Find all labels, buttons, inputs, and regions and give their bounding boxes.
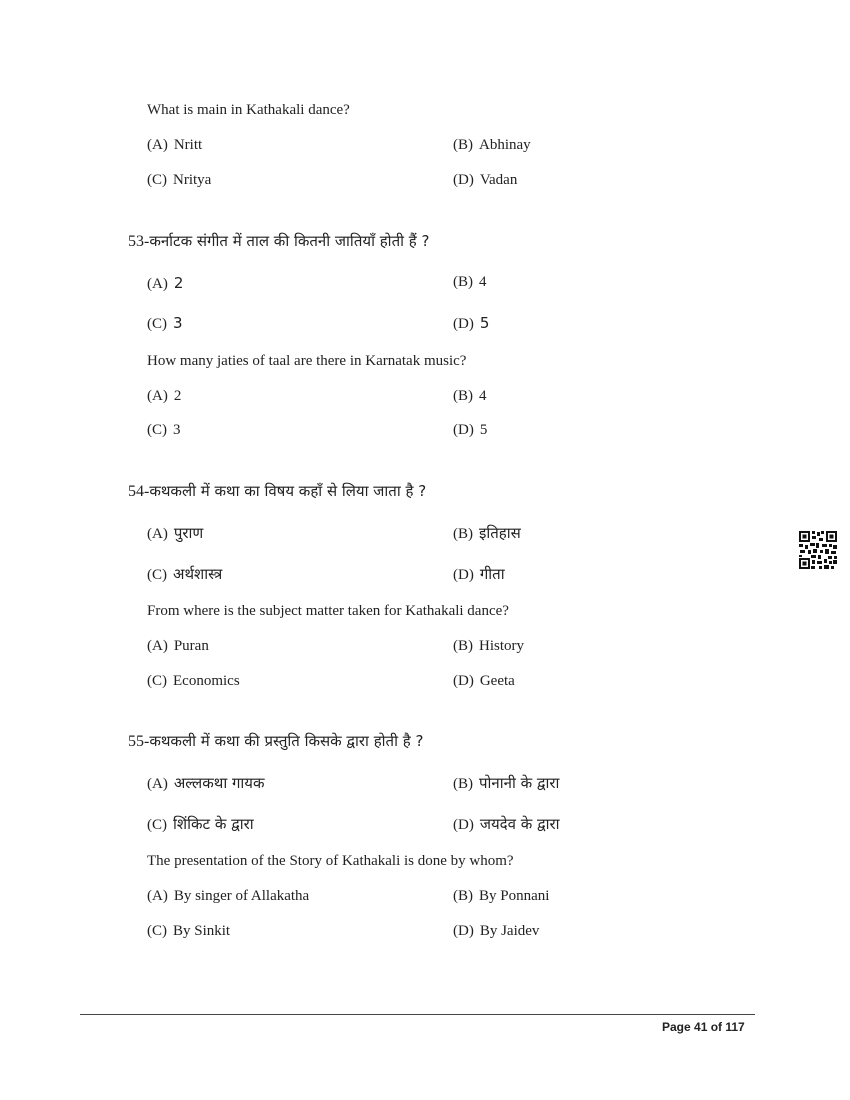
q55-en-option-a [147,888,309,905]
option-label: (D) [453,316,474,332]
option-label: (B) [453,776,473,792]
q55-hi-option-a [147,773,265,793]
option-label: (B) [453,137,473,153]
option-label: (A) [147,776,168,792]
q55-en-option-d [453,923,539,940]
option-text: 4 [479,388,487,404]
q54-hi-option-b [453,523,521,543]
option-label: (A) [147,388,168,404]
q55-en-question: The presentation of the Story of Kathakali is done by whom? [147,853,514,869]
option-text: शिंकिट के द्वारा [173,815,254,833]
option-text: 4 [479,274,487,290]
q52-en-option-c [147,172,211,189]
qr-code-icon [798,530,838,570]
question-text: कथकली में कथा का विषय कहाँ से लिया जाता है ? [149,482,427,500]
option-label: (D) [453,673,474,689]
option-text: By Jaidev [479,923,540,939]
q52-en-question: What is main in Kathakali dance? [147,102,350,118]
option-label: (D) [453,923,474,939]
q55-hi-option-c [147,814,254,834]
option-text: गीता [479,565,505,583]
question-number: 55- [128,733,150,750]
q54-en-question: From where is the subject matter taken for Kathakali dance? [147,603,509,619]
option-label: (D) [453,422,474,438]
q54-hi-option-a [147,523,203,543]
option-text: 5 [479,422,488,438]
option-text: 2 [173,274,184,292]
q55-hi-option-d [453,814,560,834]
option-label: (A) [147,276,168,292]
question-number: 54- [128,483,150,500]
option-label: (B) [453,526,473,542]
option-label: (D) [453,567,474,583]
q52-en-option-a [147,137,202,154]
option-text: इतिहास [479,524,521,542]
question-number: 53- [128,233,150,250]
q55-en-option-b [453,888,549,905]
option-text: जयदेव के द्वारा [479,815,560,833]
option-label: (D) [453,817,474,833]
option-text: Nritya [173,172,212,188]
option-label: (A) [147,137,168,153]
option-text: 2 [173,388,182,404]
option-text: Economics [173,673,240,689]
q55-hi-option-b [453,773,559,793]
option-label: (C) [147,172,167,188]
q54-hi-option-c [147,564,222,584]
q53-hi-option-d [453,314,489,333]
option-text: Nritt [173,137,203,153]
option-text: By Sinkit [173,923,231,939]
footer-divider [80,1014,755,1015]
q55-en-option-c [147,923,230,940]
question-text: कथकली में कथा की प्रस्तुति किसके द्वारा होती है ? [149,732,424,750]
option-text: अर्थशास्त्र [173,565,223,583]
option-text: By singer of Allakatha [173,888,310,904]
option-label: (B) [453,274,473,290]
option-text: अल्लकथा गायक [173,774,265,792]
q54-en-option-a [147,638,209,655]
option-text: Geeta [479,673,515,689]
option-label: (C) [147,567,167,583]
q53-hi-option-c [147,314,183,333]
option-label: (C) [147,673,167,689]
option-label: (B) [453,388,473,404]
option-text: 5 [479,314,490,332]
option-text: Puran [173,638,209,654]
option-label: (C) [147,923,167,939]
q53-hi-question [128,231,429,251]
option-label: (A) [147,888,168,904]
q52-en-option-d [453,172,517,189]
q54-en-option-c [147,673,240,690]
q54-hi-option-d [453,564,505,584]
q52-en-option-b [453,137,531,154]
q54-hi-question [128,481,426,501]
option-text: 3 [173,422,181,438]
option-text: पोनानी के द्वारा [479,774,560,792]
option-text: History [479,638,524,654]
option-text: Vadan [479,172,518,188]
question-text: कर्नाटक संगीत में ताल की कितनी जातियाँ होती हैं ? [149,232,430,250]
option-label: (B) [453,638,473,654]
q54-en-option-d [453,673,515,690]
q53-en-option-d [453,422,487,439]
option-label: (A) [147,526,168,542]
q54-en-option-b [453,638,524,655]
q53-en-option-b [453,388,487,405]
q53-en-option-a [147,388,181,405]
q53-en-question: How many jaties of taal are there in Karnatak music? [147,353,467,369]
option-text: By Ponnani [479,888,550,904]
option-label: (D) [453,172,474,188]
q53-hi-option-b [453,274,487,291]
option-text: 3 [173,314,183,332]
q53-hi-option-a [147,274,183,293]
page-number: Page 41 of 117 [662,1020,745,1034]
option-label: (B) [453,888,473,904]
option-label: (C) [147,817,167,833]
q55-hi-question [128,731,423,751]
option-text: Abhinay [479,137,531,153]
q53-en-option-c [147,422,181,439]
option-label: (A) [147,638,168,654]
option-label: (C) [147,422,167,438]
option-label: (C) [147,316,167,332]
option-text: पुराण [173,524,204,542]
